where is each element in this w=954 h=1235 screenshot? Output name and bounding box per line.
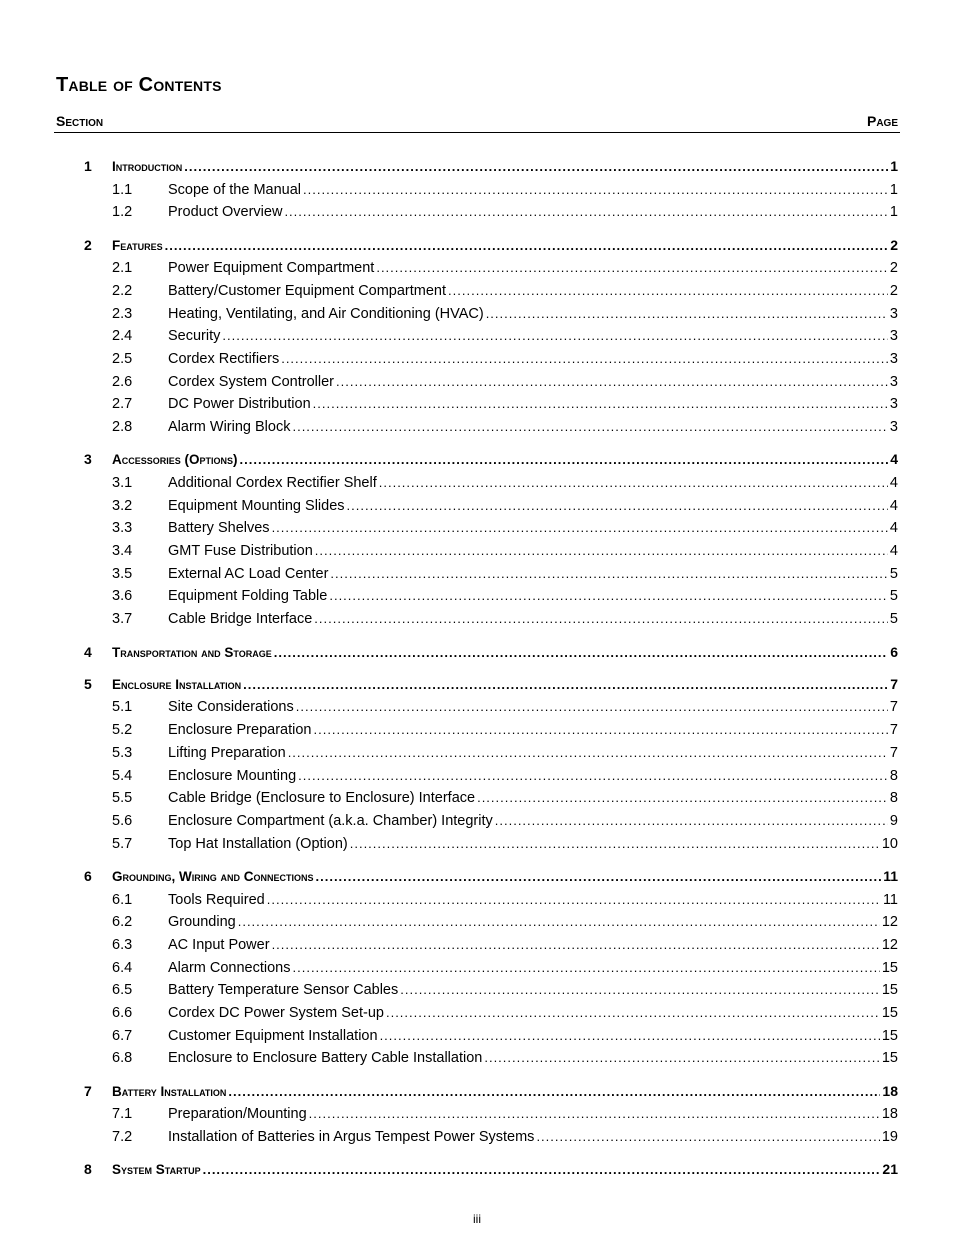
toc-subsection-entry [168,202,898,222]
dot-leader [240,450,889,470]
toc-subsection-title: Enclosure Compartment (a.k.a. Chamber) Integrity [168,812,493,829]
dot-leader [350,834,880,854]
toc-subsection-number: 6.3 [112,936,133,953]
dot-leader [380,1026,880,1046]
toc-section-title: System Startup [112,1162,201,1178]
toc-subsection-row[interactable] [0,697,954,717]
toc-subsection-page: 4 [889,543,898,559]
dot-leader [313,720,887,740]
dot-leader [314,609,888,629]
toc-section-number: 3 [84,451,92,468]
toc-section-page: 6 [890,643,898,660]
toc-section-page: 21 [882,1161,898,1178]
toc-subsection-row[interactable] [0,1104,954,1124]
toc-subsection-page: 12 [881,936,898,953]
toc-section-number: 1 [84,158,92,174]
toc-section-title: Accessories (Options) [112,452,238,468]
toc-section-entry [112,235,898,256]
dot-leader [316,867,882,887]
dot-leader [448,281,888,301]
dot-leader [303,180,888,200]
toc-subsection-page: 5 [889,588,898,605]
toc-subsection-entry [168,1048,898,1068]
toc-subsection-entry [168,1003,898,1023]
dot-leader [536,1127,879,1147]
toc-subsection-title: Installation of Batteries in Argus Tempest Power Systems [168,1129,535,1145]
toc-subsection-page: 5 [889,611,898,628]
toc-subsection-row[interactable] [0,180,954,200]
toc-section-row[interactable] [0,866,954,886]
toc-subsection-page: 15 [881,982,898,999]
toc-subsection-number: 2.3 [112,305,133,322]
toc-subsection-title: Battery Shelves [168,520,270,537]
toc-subsection-row[interactable] [0,518,954,538]
toc-subsection-number: 2.8 [112,419,133,435]
toc-section-number: 7 [84,1082,92,1099]
dot-leader [281,349,888,369]
toc-subsection-number: 5.2 [112,722,133,739]
dot-leader [272,935,880,955]
toc-section-entry [112,449,898,470]
toc-subsection-title: Lifting Preparation [168,744,286,761]
toc-subsection-title: Enclosure Mounting [168,767,297,784]
toc-section-entry [112,642,898,663]
toc-subsection-number: 1.1 [112,181,133,198]
toc-subsection-row[interactable] [0,834,954,854]
toc-section-title: Battery Installation [112,1083,227,1099]
toc-subsection-title: Grounding [168,914,236,931]
toc-section-row[interactable] [0,235,954,255]
toc-subsection-row[interactable] [0,202,954,222]
toc-subsection-entry [168,720,898,740]
toc-subsection-number: 2.5 [112,350,133,367]
toc-subsection-title: Product Overview [168,204,283,221]
toc-subsection-number: 3.3 [112,520,133,537]
toc-section-row[interactable] [0,642,954,662]
toc-subsection-entry [168,258,898,278]
toc-subsection-page: 5 [889,565,898,582]
toc-subsection-page: 11 [882,891,898,908]
toc-subsection-row[interactable] [0,586,954,606]
toc-subsection-row[interactable] [0,609,954,629]
toc-subsection-title: Tools Required [168,891,265,908]
toc-section-page: 7 [890,675,898,692]
page-column-header: Page [866,113,898,129]
toc-section-row[interactable] [0,674,954,694]
toc-subsection-entry [168,326,898,346]
toc-subsection-entry [168,811,898,831]
toc-subsection-title: AC Input Power [168,936,270,953]
toc-subsection-row[interactable] [0,541,954,561]
toc-subsection-number: 7.1 [112,1106,133,1123]
header-rule [54,132,900,133]
toc-subsection-title: Power Equipment Compartment [168,260,375,277]
toc-subsection-page: 7 [889,744,898,761]
toc-subsection-row[interactable] [0,935,954,955]
toc-subsection-entry [168,349,898,369]
dot-leader [284,202,887,222]
dot-leader [298,766,888,786]
dot-leader [296,697,888,717]
toc-subsection-page: 8 [889,767,898,784]
toc-subsection-row[interactable] [0,496,954,516]
toc-subsection-page: 3 [889,305,898,322]
toc-subsection-entry [168,417,898,437]
toc-subsection-number: 5.6 [112,812,133,829]
toc-subsection-title: Enclosure Preparation [168,722,312,739]
toc-subsection-entry [168,766,898,786]
toc-subsection-page: 3 [889,419,898,435]
toc-subsection-title: Security [168,328,221,345]
toc-section-row[interactable] [0,1081,954,1101]
toc-section-number: 5 [84,675,92,692]
toc-subsection-title: DC Power Distribution [168,396,311,413]
dot-leader [330,564,888,584]
dot-leader [184,157,888,177]
toc-subsection-number: 6.8 [112,1050,133,1067]
toc-subsection-title: Cable Bridge Interface [168,611,313,628]
toc-section-page: 1 [890,158,898,174]
toc-subsection-row[interactable] [0,349,954,369]
toc-subsection-entry [168,609,898,629]
toc-subsection-entry [168,518,898,538]
toc-section-number: 6 [84,868,92,884]
toc-section-number: 8 [84,1161,92,1178]
dot-leader [293,958,880,978]
toc-section-title: Transportation and Storage [112,644,272,660]
toc-subsection-title: Cable Bridge (Enclosure to Enclosure) Interface [168,790,476,807]
toc-section-page: 18 [882,1082,898,1099]
toc-subsection-page: 7 [889,699,898,716]
toc-subsection-entry [168,958,898,978]
toc-subsection-number: 6.6 [112,1005,133,1021]
dot-leader [347,496,888,516]
toc-subsection-title: Customer Equipment Installation [168,1027,378,1044]
toc-subsection-title: Preparation/Mounting [168,1106,307,1123]
toc-subsection-page: 1 [889,204,898,221]
page-title: Table of Contents [56,74,222,96]
toc-subsection-number: 6.2 [112,914,133,931]
toc-subsection-row[interactable] [0,912,954,932]
toc-subsection-number: 6.1 [112,891,133,908]
dot-leader [238,912,880,932]
dot-leader [274,643,888,663]
dot-leader [477,788,888,808]
toc-subsection-page: 8 [889,790,898,807]
toc-subsection-row[interactable] [0,788,954,808]
toc-subsection-row[interactable] [0,890,954,910]
toc-subsection-entry [168,473,898,493]
toc-subsection-entry [168,180,898,200]
toc-subsection-title: Cordex Rectifiers [168,350,280,367]
toc-subsection-entry [168,834,898,854]
dot-leader [484,1048,880,1068]
toc-subsection-page: 4 [889,520,898,537]
toc-subsection-row[interactable] [0,473,954,493]
toc-subsection-entry [168,541,898,561]
toc-subsection-title: Equipment Mounting Slides [168,497,345,514]
toc-subsection-number: 5.1 [112,699,133,716]
dot-leader [315,541,888,561]
toc-subsection-number: 5.3 [112,744,133,761]
toc-subsection-page: 1 [889,181,898,198]
toc-subsection-row[interactable] [0,326,954,346]
toc-subsection-entry [168,890,898,910]
toc-subsection-number: 3.4 [112,543,133,559]
toc-subsection-number: 3.5 [112,565,133,582]
toc-subsection-row[interactable] [0,1048,954,1068]
toc-subsection-title: Equipment Folding Table [168,588,328,605]
toc-section-row[interactable] [0,1159,954,1179]
toc-subsection-number: 2.4 [112,328,133,345]
toc-subsection-title: Battery/Customer Equipment Compartment [168,282,447,299]
dot-leader [495,811,888,831]
toc-subsection-page: 15 [881,959,898,976]
dot-leader [386,1003,880,1023]
toc-subsection-title: Cordex DC Power System Set-up [168,1005,384,1021]
toc-subsection-row[interactable] [0,417,954,437]
toc-section-entry [112,1159,898,1180]
toc-section-entry [112,156,898,177]
toc-subsection-entry [168,281,898,301]
toc-subsection-number: 2.6 [112,373,133,390]
toc-section-number: 4 [84,643,92,660]
toc-subsection-entry [168,1026,898,1046]
toc-section-row[interactable] [0,156,954,176]
dot-leader [243,675,888,695]
toc-subsection-entry [168,564,898,584]
toc-subsection-row[interactable] [0,304,954,324]
toc-subsection-title: Alarm Connections [168,959,291,976]
toc-subsection-row[interactable] [0,811,954,831]
toc-section-entry [112,866,898,887]
toc-subsection-title: Enclosure to Enclosure Battery Cable Installation [168,1050,483,1067]
toc-subsection-entry [168,372,898,392]
toc-subsection-page: 2 [889,282,898,299]
toc-subsection-title: Additional Cordex Rectifier Shelf [168,474,377,491]
dot-leader [288,743,888,763]
toc-subsection-number: 2.1 [112,260,133,277]
toc-section-title: Introduction [112,159,183,174]
toc-subsection-number: 5.5 [112,790,133,807]
toc-subsection-number: 6.5 [112,982,133,999]
dot-leader [222,326,888,346]
toc-subsection-entry [168,697,898,717]
dot-leader [309,1104,880,1124]
toc-subsection-title: External AC Load Center [168,565,329,582]
toc-subsection-number: 6.7 [112,1027,133,1044]
toc-subsection-title: Site Considerations [168,699,294,716]
toc-subsection-number: 5.4 [112,767,133,784]
toc-subsection-title: Cordex System Controller [168,373,334,390]
toc-subsection-entry [168,912,898,932]
toc-subsection-page: 3 [889,396,898,413]
toc-subsection-number: 2.2 [112,282,133,299]
toc-subsection-entry [168,1127,898,1147]
toc-subsection-page: 18 [881,1106,898,1123]
toc-section-entry [112,674,898,695]
toc-subsection-row[interactable] [0,980,954,1000]
toc-subsection-number: 5.7 [112,835,133,852]
toc-subsection-number: 7.2 [112,1129,133,1145]
dot-leader [486,304,888,324]
toc-subsection-entry [168,935,898,955]
toc-subsection-title: Alarm Wiring Block [168,419,291,435]
toc-subsection-page: 3 [889,373,898,390]
toc-subsection-title: Top Hat Installation (Option) [168,835,348,852]
toc-subsection-entry [168,788,898,808]
toc-section-page: 11 [883,868,898,884]
toc-subsection-page: 15 [881,1027,898,1044]
dot-leader [228,1082,880,1102]
toc-subsection-title: Scope of the Manual [168,181,302,198]
toc-subsection-row[interactable] [0,958,954,978]
toc-subsection-page: 12 [881,914,898,931]
dot-leader [400,980,880,1000]
dot-leader [376,258,888,278]
toc-subsection-entry [168,496,898,516]
toc-subsection-title: Heating, Ventilating, and Air Conditioning (HVAC) [168,305,484,322]
dot-leader [292,417,887,437]
toc-subsection-page: 15 [881,1005,898,1021]
toc-subsection-page: 9 [889,812,898,829]
toc-subsection-row[interactable] [0,1003,954,1023]
toc-subsection-row[interactable] [0,1026,954,1046]
toc-subsection-row[interactable] [0,766,954,786]
dot-leader [313,394,888,414]
toc-subsection-number: 3.7 [112,611,133,628]
toc-section-title: Enclosure Installation [112,676,242,692]
toc-subsection-entry [168,980,898,1000]
toc-subsection-entry [168,586,898,606]
toc-section-title: Grounding, Wiring and Connections [112,869,314,884]
toc-section-row[interactable] [0,449,954,469]
toc-section-number: 2 [84,236,92,253]
toc-section-page: 2 [890,236,898,253]
toc-subsection-page: 19 [881,1129,898,1145]
toc-subsection-number: 3.2 [112,497,133,514]
toc-subsection-row[interactable] [0,564,954,584]
toc-subsection-page: 15 [881,1050,898,1067]
toc-subsection-page: 10 [881,835,898,852]
section-column-header: Section [56,113,104,129]
toc-subsection-row[interactable] [0,743,954,763]
toc-subsection-page: 4 [889,497,898,514]
toc-subsection-page: 4 [889,474,898,491]
toc-subsection-entry [168,304,898,324]
toc-subsection-number: 1.2 [112,204,133,221]
toc-subsection-page: 3 [889,328,898,345]
toc-subsection-page: 7 [889,722,898,739]
toc-subsection-row[interactable] [0,394,954,414]
dot-leader [336,372,888,392]
dot-leader [267,890,881,910]
toc-subsection-page: 3 [889,350,898,367]
toc-subsection-row[interactable] [0,281,954,301]
page-number: iii [473,1212,481,1226]
dot-leader [379,473,888,493]
toc-subsection-number: 3.1 [112,474,133,491]
toc-subsection-title: Battery Temperature Sensor Cables [168,982,399,999]
toc-subsection-row[interactable] [0,258,954,278]
dot-leader [165,236,889,256]
dot-leader [203,1160,881,1180]
toc-section-entry [112,1081,898,1102]
toc-subsection-row[interactable] [0,720,954,740]
toc-subsection-row[interactable] [0,1127,954,1147]
toc-subsection-entry [168,743,898,763]
dot-leader [272,518,888,538]
toc-subsection-title: GMT Fuse Distribution [168,543,313,559]
toc-section-title: Features [112,237,163,253]
dot-leader [329,586,888,606]
toc-subsection-number: 2.7 [112,396,133,413]
toc-section-page: 4 [890,451,898,468]
toc-subsection-entry [168,394,898,414]
toc-subsection-row[interactable] [0,372,954,392]
toc-subsection-number: 3.6 [112,588,133,605]
toc-subsection-entry [168,1104,898,1124]
toc-subsection-page: 2 [889,260,898,277]
toc-subsection-number: 6.4 [112,959,133,976]
